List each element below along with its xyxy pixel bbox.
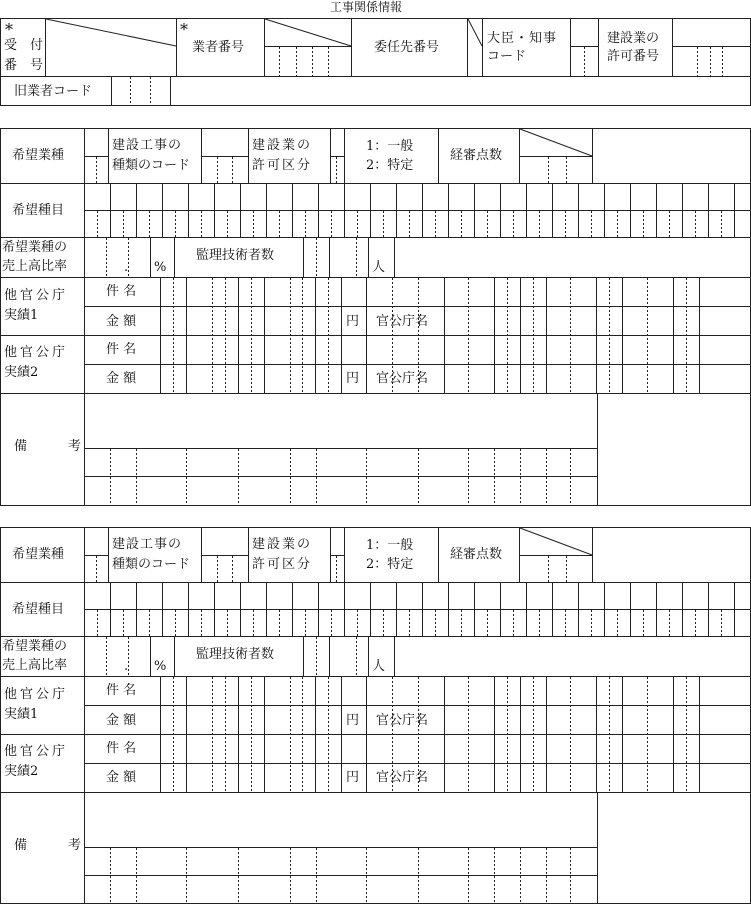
sales-ratio-label-1: 希望業種の — [2, 639, 68, 654]
vendor-number-label: 業者番号 — [192, 40, 245, 55]
desired-type-label: 希望業種 — [12, 547, 65, 562]
record-2-amount-label: 金 額 — [106, 371, 137, 386]
review-points-label: 経審点数 — [450, 547, 503, 562]
supervisors-label: 監理技術者数 — [196, 647, 275, 662]
work-section-1 — [0, 128, 751, 506]
minister-code-label-1: 大臣・知事 — [487, 31, 558, 46]
record-1-label-2: 実績1 — [4, 308, 39, 323]
receipt-label-1: 受 付 — [4, 38, 44, 53]
receipt-label-2: 番 号 — [4, 58, 44, 73]
record-2-amount-label: 金 額 — [106, 770, 137, 785]
work-code-label-1: 建設工事の — [112, 138, 183, 153]
permit-class-label-2: 許可区分 — [252, 557, 313, 572]
desired-type-label: 希望業種 — [12, 148, 65, 163]
record-2-label-2: 実績2 — [4, 365, 39, 380]
record-1-agency-label: 官公庁名 — [376, 713, 429, 728]
work-code-label-2: 種類のコード — [112, 158, 191, 173]
person-unit: 人 — [372, 659, 386, 674]
remarks-label: 備 考 — [14, 439, 96, 454]
record-2-case-name-label: 件 名 — [106, 342, 137, 357]
sales-ratio-label-1: 希望業種の — [2, 240, 68, 255]
permit-number-label-1: 建設業の — [607, 31, 660, 46]
class-option-special: 2：特定 — [366, 557, 414, 572]
record-1-label-2: 実績1 — [4, 707, 39, 722]
record-2-label-2: 実績2 — [4, 764, 39, 779]
work-code-label-1: 建設工事の — [112, 537, 183, 552]
record-1-label-1: 他官公庁 — [4, 288, 69, 303]
decimal-point: . — [124, 260, 129, 275]
review-points-label: 経審点数 — [450, 148, 503, 163]
record-2-yen: 円 — [346, 770, 360, 785]
permit-number-label-2: 許可番号 — [607, 49, 660, 64]
receipt-asterisk: * — [5, 20, 13, 39]
minister-code-label-2: コード — [487, 49, 527, 64]
supervisors-label: 監理技術者数 — [196, 248, 275, 263]
class-option-special: 2：特定 — [366, 158, 414, 173]
remarks-label: 備 考 — [14, 838, 96, 853]
record-2-case-name-label: 件 名 — [106, 741, 137, 756]
record-1-case-name-label: 件 名 — [106, 284, 137, 299]
work-code-label-2: 種類のコード — [112, 557, 191, 572]
record-1-case-name-label: 件 名 — [106, 683, 137, 698]
record-2-agency-label: 官公庁名 — [376, 371, 429, 386]
desired-items-label: 希望種目 — [12, 602, 65, 617]
sales-ratio-label-2: 売上高比率 — [2, 259, 68, 274]
record-1-agency-label: 官公庁名 — [376, 314, 429, 329]
work-section-2 — [0, 527, 751, 904]
old-vendor-code-label: 旧業者コード — [14, 84, 93, 99]
sales-ratio-label-2: 売上高比率 — [2, 658, 68, 673]
permit-class-label-2: 許可区分 — [252, 158, 313, 173]
record-2-yen: 円 — [346, 371, 360, 386]
class-option-general: 1：一般 — [366, 538, 414, 553]
record-2-label-1: 他官公庁 — [4, 345, 69, 360]
class-option-general: 1：一般 — [366, 139, 414, 154]
person-unit: 人 — [372, 260, 386, 275]
permit-class-label-1: 建設業の — [252, 138, 313, 153]
record-1-label-1: 他官公庁 — [4, 687, 69, 702]
percent-sign: % — [154, 659, 167, 674]
decimal-point: . — [124, 659, 129, 674]
permit-class-label-1: 建設業の — [252, 537, 313, 552]
delegate-number-label: 委任先番号 — [374, 40, 440, 55]
record-2-label-1: 他官公庁 — [4, 744, 69, 759]
record-1-yen: 円 — [346, 314, 360, 329]
percent-sign: % — [154, 260, 167, 275]
desired-items-label: 希望種目 — [12, 203, 65, 218]
record-1-yen: 円 — [346, 713, 360, 728]
record-1-amount-label: 金 額 — [106, 314, 137, 329]
vendor-asterisk: * — [180, 20, 188, 39]
record-1-amount-label: 金 額 — [106, 713, 137, 728]
record-2-agency-label: 官公庁名 — [376, 770, 429, 785]
form-title: 工事関係情報 — [330, 0, 403, 14]
